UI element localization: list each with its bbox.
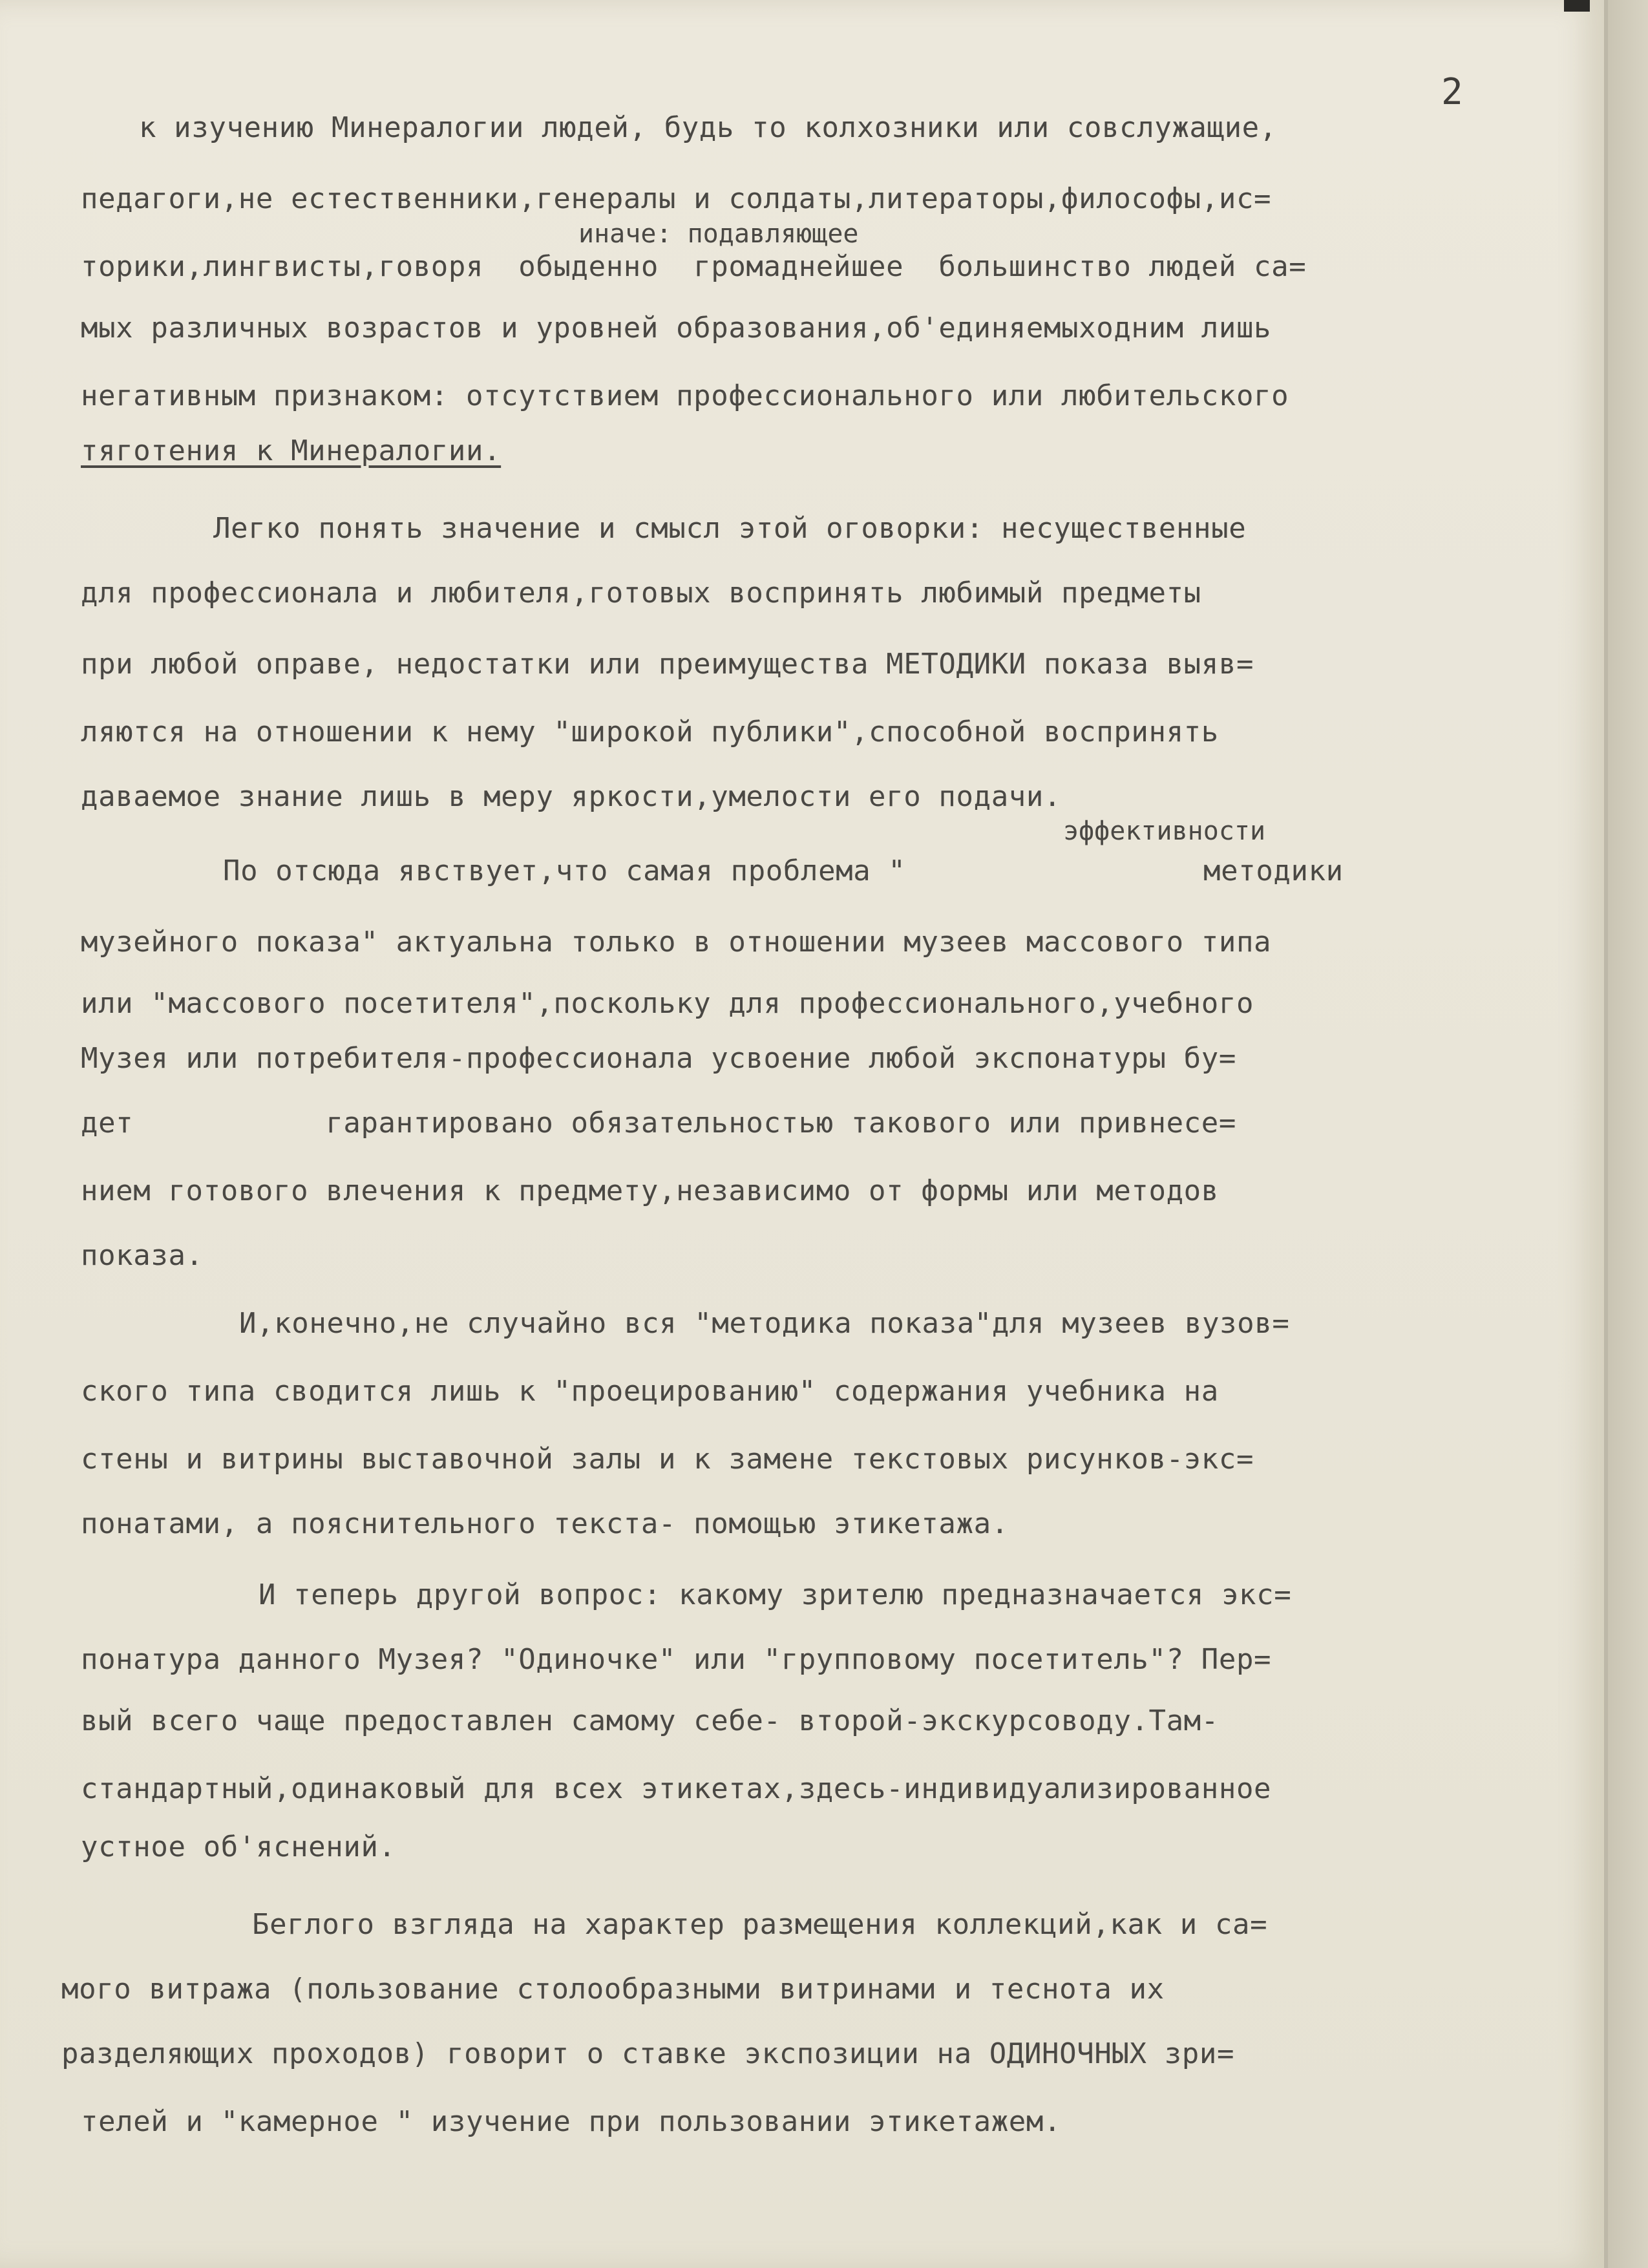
text-line-22: понатами, а пояснительного текста- помощью этикетажа. xyxy=(81,1507,1009,1540)
text-line-11: даваемое знание лишь в меру яркости,умелости его подачи. xyxy=(81,780,1062,813)
top-edge-mark xyxy=(1564,0,1590,12)
text-line-28: Беглого взгляда на характер размещения коллекций,как и са= xyxy=(252,1908,1268,1941)
text-line-1: к изучению Минералогии людей, будь то колхозники или совслужащие, xyxy=(139,111,1277,144)
text-line-19: И,конечно,не случайно вся "методика показа"для музеев вузов= xyxy=(239,1307,1290,1340)
text-line-17: нием готового влечения к предмету,независимо от формы или методов xyxy=(81,1174,1219,1207)
page-edge xyxy=(1608,0,1648,2268)
text-line-3: торики,лингвисты,говоря обыденно громаднейшее большинство людей са= xyxy=(81,250,1307,283)
text-line-9: при любой оправе, недостатки или преимущества МЕТОДИКИ показа выяв= xyxy=(81,648,1254,681)
text-line-7: Легко понять значение и смысл этой оговорки: несущественные xyxy=(213,512,1247,545)
insertion-above-line-3: иначе: подавляющее xyxy=(578,219,859,249)
text-line-5: негативным признаком: отсутствием профессионального или любительского xyxy=(81,379,1289,412)
text-line-15: Музея или потребителя-профессионала усвоение любой экспонатуры бу= xyxy=(81,1042,1236,1075)
text-line-14: или "массового посетителя",поскольку для профессионального,учебного xyxy=(81,987,1254,1020)
text-line-27: устное об'яснений. xyxy=(81,1830,396,1863)
text-line-21: стены и витрины выставочной залы и к замене текстовых рисунков-экс= xyxy=(81,1443,1254,1476)
text-line-25: вый всего чаще предоставлен самому себе- второй-экскурсоводу.Там- xyxy=(81,1704,1219,1737)
text-line-23: И теперь другой вопрос: какому зрителю предназначается экс= xyxy=(259,1578,1292,1611)
page-number: 2 xyxy=(1441,71,1463,113)
text-line-6: тяготения к Минералогии. xyxy=(81,434,502,467)
text-line-2: педагоги,не естественники,генералы и солдаты,литераторы,философы,ис= xyxy=(81,182,1272,215)
text-line-4: мых различных возрастов и уровней образования,об'единяемыходним лишь xyxy=(81,312,1272,344)
text-line-30: разделяющих проходов) говорит о ставке экспозиции на ОДИНОЧНЫХ зри= xyxy=(61,2037,1235,2070)
text-line-16: дет гарантировано обязательностью такового или привнесе= xyxy=(81,1107,1236,1139)
text-line-12: По отсюда явствует,что самая проблема " методики xyxy=(223,854,1344,887)
insertion-above-line-12: эффективности xyxy=(1063,816,1266,846)
text-line-8: для профессионала и любителя,готовых воспринять любимый предметы xyxy=(81,577,1201,609)
text-line-24: понатура данного Музея? "Одиночке" или "групповому посетитель"? Пер= xyxy=(81,1643,1272,1676)
text-line-18: показа. xyxy=(81,1239,204,1272)
text-line-20: ского типа сводится лишь к "проецированию" содержания учебника на xyxy=(81,1375,1219,1408)
text-line-31: телей и "камерное " изучение при пользовании этикетажем. xyxy=(81,2105,1062,2138)
text-line-10: ляются на отношении к нему "широкой публики",способной воспринять xyxy=(81,715,1219,748)
text-line-29: мого витража (пользование столообразными витринами и теснота их xyxy=(61,1973,1165,2006)
text-line-13: музейного показа" актуальна только в отношении музеев массового типа xyxy=(81,926,1272,959)
text-line-26: стандартный,одинаковый для всех этикетах,здесь-индивидуализированное xyxy=(81,1772,1272,1805)
